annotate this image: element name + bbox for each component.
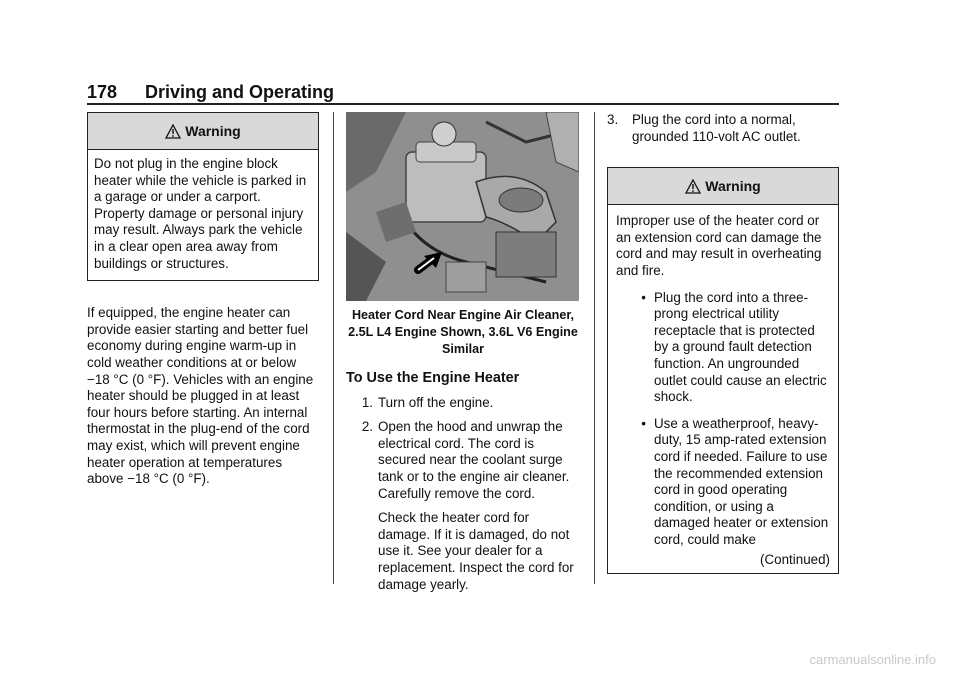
step-item [346, 395, 580, 412]
warning-text: Do not plug in the engine block heater while the vehicle is parked in a garage or under a carport. Property damage or personal injury may result. Always park the vehicle in a clear open area away from buildings or structures. [94, 156, 307, 271]
warning-body [88, 150, 318, 280]
warning-box [607, 167, 839, 574]
header-rule [87, 103, 839, 105]
bullet-text: Use a weatherproof, heavy-duty, 15 amp-rated extension cord if needed. Failure to use the recommended extension cord in good operating condition, or using a damaged heater or extension cord, could make [654, 415, 829, 547]
warning-triangle-icon [685, 179, 701, 194]
warning-body [608, 205, 838, 573]
section-title: Driving and Operating [145, 82, 335, 102]
column-middle [346, 112, 580, 593]
watermark: carmanualsonline.info [809, 652, 936, 667]
page-number: 178 [87, 82, 118, 102]
step-number: 1. [361, 394, 373, 410]
body-paragraph: If equipped, the engine heater can provide easier starting and better fuel economy during engine warm-up in cold weather conditions at or below −18 °C (0 °F). Vehicles with an engine heater should be plugged in at least four hours before starting. An internal thermostat in the plug-end of the cord may exist, which will prevent engine heater operation at temperatures above −18 °C (0 °F). [87, 305, 314, 487]
figure-caption: Heater Cord Near Engine Air Cleaner, 2.5L L4 Engine Shown, 3.6L V6 Engine Similar [348, 308, 578, 356]
warning-header [608, 168, 838, 205]
warning-header [88, 113, 318, 150]
column-divider [594, 112, 595, 584]
bullet-dot-icon: • [641, 289, 646, 305]
bullet-dot-icon: • [641, 415, 646, 431]
bullet-item [616, 416, 830, 549]
continued-label: (Continued) [760, 552, 830, 568]
step-number: 2. [361, 419, 373, 435]
step-text: Plug the cord into a normal, grounded 110-volt AC outlet. [632, 112, 801, 144]
engine-figure [346, 112, 579, 301]
step-text: Turn off the engine. [378, 394, 494, 410]
column-right [607, 112, 839, 574]
warning-box [87, 112, 319, 281]
bullet-item [616, 290, 830, 406]
step-text: Open the hood and unwrap the electrical cord. The cord is secured near the coolant surge tank or to the engine air cleaner. Carefully remove the cord. [378, 419, 570, 501]
step-item [346, 419, 580, 502]
step-item [607, 112, 839, 145]
step-number: 3. [607, 112, 619, 127]
column-left [87, 112, 322, 501]
section-heading: To Use the Engine Heater [346, 370, 520, 386]
warning-title: Warning [705, 177, 761, 194]
bullet-text: Plug the cord into a three-prong electrical utility receptacle that is protected by a ground fault detection function. An ungrounded outlet could cause an electric shock. [654, 289, 827, 405]
warning-title: Warning [185, 122, 241, 139]
step-continuation: Check the heater cord for damage. If it is damaged, do not use it. See your dealer for a replacement. Inspect the cord for damage yearly. [378, 510, 574, 592]
column-divider [333, 112, 334, 584]
warning-intro: Improper use of the heater cord or an extension cord can damage the cord and may result in overheating and fire. [616, 213, 822, 278]
warning-triangle-icon [165, 124, 181, 139]
